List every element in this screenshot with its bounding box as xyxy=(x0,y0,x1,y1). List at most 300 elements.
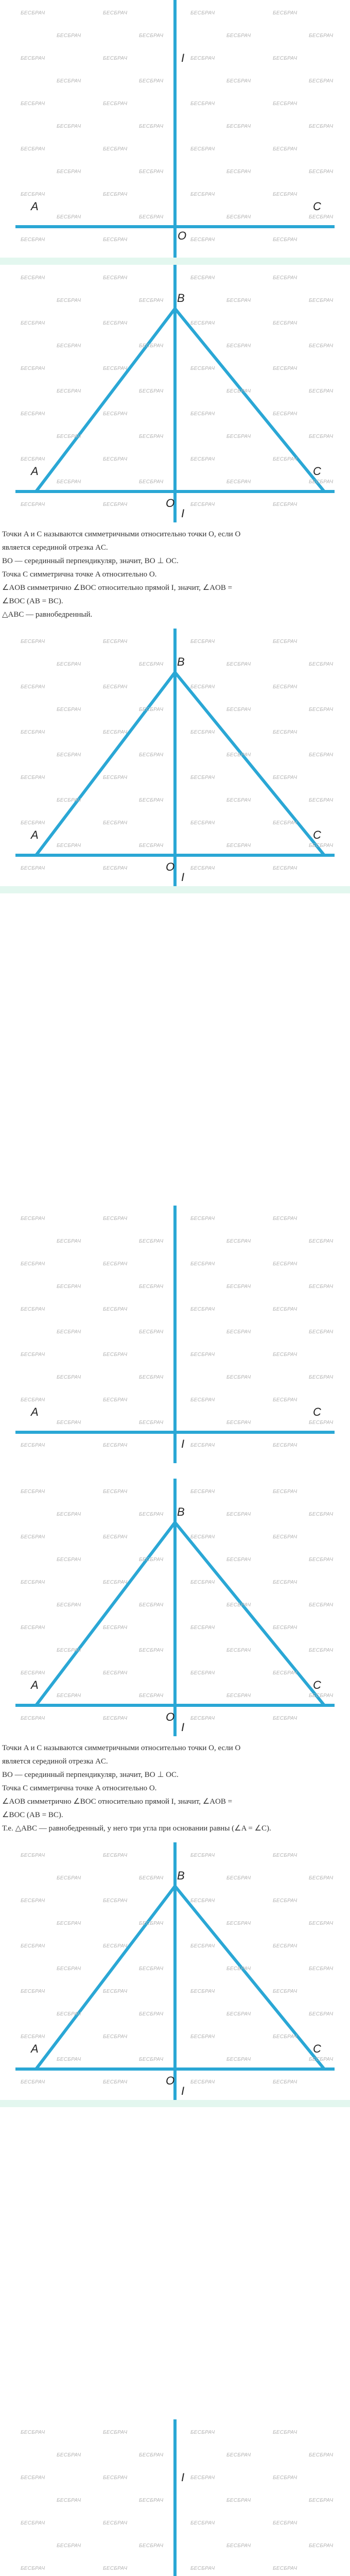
caption-line: BO — серединный перпендикуляр, значит, BO ⊥ OC. xyxy=(2,557,179,565)
point-label-o: O xyxy=(178,229,187,242)
point-label-i: I xyxy=(181,1721,185,1734)
watermark-text: БЕСБРАЧ xyxy=(139,707,164,713)
watermark-text: БЕСБРАЧ xyxy=(273,684,297,690)
diagram-panel-8 xyxy=(0,2419,350,2576)
watermark-text: БЕСБРАЧ xyxy=(21,237,45,243)
watermark-text: БЕСБРАЧ xyxy=(21,1580,45,1585)
point-label-o: O xyxy=(166,2074,175,2087)
watermark-text: БЕСБРАЧ xyxy=(309,2057,334,2062)
watermark-text: БЕСБРАЧ xyxy=(21,101,45,107)
caption-line: Точки A и C называются симметричными относительно точки O, если O xyxy=(2,1744,241,1752)
watermark-text: БЕСБРАЧ xyxy=(226,1557,251,1563)
point-label-i: I xyxy=(181,1437,185,1450)
watermark-text: БЕСБРАЧ xyxy=(190,1580,215,1585)
watermark-text: БЕСБРАЧ xyxy=(103,1352,128,1358)
watermark-text: БЕСБРАЧ xyxy=(103,1853,128,1858)
watermark-text: БЕСБРАЧ xyxy=(103,10,128,16)
watermark-text: БЕСБРАЧ xyxy=(103,1397,128,1403)
watermark-text: БЕСБРАЧ xyxy=(273,1898,297,1904)
watermark-text: БЕСБРАЧ xyxy=(273,502,297,507)
watermark-text: БЕСБРАЧ xyxy=(226,343,251,349)
watermark-text: БЕСБРАЧ xyxy=(139,1648,164,1653)
caption-block-1 xyxy=(0,528,342,621)
watermark-text: БЕСБРАЧ xyxy=(226,662,251,667)
watermark-text: БЕСБРАЧ xyxy=(21,1853,45,1858)
watermark-text: БЕСБРАЧ xyxy=(103,56,128,61)
watermark-text: БЕСБРАЧ xyxy=(226,434,251,439)
watermark-text: БЕСБРАЧ xyxy=(21,1670,45,1676)
watermark-text: БЕСБРАЧ xyxy=(226,78,251,84)
watermark-text: БЕСБРАЧ xyxy=(273,366,297,371)
watermark-text: БЕСБРАЧ xyxy=(226,214,251,220)
watermark-text: БЕСБРАЧ xyxy=(57,124,81,129)
point-label-a: A xyxy=(31,828,39,841)
watermark-text: БЕСБРАЧ xyxy=(190,1989,215,1994)
point-label-c: C xyxy=(313,200,321,213)
watermark-text: БЕСБРАЧ xyxy=(190,2079,215,2085)
watermark-text: БЕСБРАЧ xyxy=(190,820,215,826)
watermark-text: БЕСБРАЧ xyxy=(309,1557,334,1563)
watermark-text: БЕСБРАЧ xyxy=(226,2452,251,2458)
watermark-text: БЕСБРАЧ xyxy=(226,2011,251,2017)
watermark-text: БЕСБРАЧ xyxy=(190,1397,215,1403)
point-label-c: C xyxy=(313,828,321,841)
watermark-text: БЕСБРАЧ xyxy=(139,843,164,849)
watermark-text: БЕСБРАЧ xyxy=(309,169,334,175)
watermark-text: БЕСБРАЧ xyxy=(273,411,297,417)
watermark-text: БЕСБРАЧ xyxy=(103,820,128,826)
watermark-text: БЕСБРАЧ xyxy=(190,1670,215,1676)
watermark-text: БЕСБРАЧ xyxy=(103,730,128,735)
watermark-text: БЕСБРАЧ xyxy=(273,1261,297,1267)
diagram-panel-6 xyxy=(0,1479,350,1736)
diagram-panel-2 xyxy=(0,265,350,522)
watermark-text: БЕСБРАЧ xyxy=(309,1648,334,1653)
watermark-text: БЕСБРАЧ xyxy=(139,1375,164,1380)
watermark-text: БЕСБРАЧ xyxy=(103,366,128,371)
watermark-text: БЕСБРАЧ xyxy=(273,1670,297,1676)
watermark-text: БЕСБРАЧ xyxy=(103,2475,128,2481)
watermark-text: БЕСБРАЧ xyxy=(273,2566,297,2571)
watermark-text: БЕСБРАЧ xyxy=(273,1989,297,1994)
watermark-text: БЕСБРАЧ xyxy=(309,752,334,758)
watermark-text: БЕСБРАЧ xyxy=(103,2079,128,2085)
watermark-text: БЕСБРАЧ xyxy=(273,1307,297,1312)
caption-line: ∠AOB симметрично ∠BOC относительно прямой I, значит, ∠AOB = xyxy=(2,584,233,592)
watermark-text: БЕСБРАЧ xyxy=(21,1352,45,1358)
watermark-text: БЕСБРАЧ xyxy=(190,2430,215,2435)
watermark-text: БЕСБРАЧ xyxy=(139,1921,164,1926)
watermark-text: БЕСБРАЧ xyxy=(21,10,45,16)
point-label-c: C xyxy=(313,1679,321,1691)
watermark-text: БЕСБРАЧ xyxy=(309,2011,334,2017)
watermark-text: БЕСБРАЧ xyxy=(57,2543,81,2549)
point-label-a: A xyxy=(31,2042,39,2055)
watermark-text: БЕСБРАЧ xyxy=(139,78,164,84)
watermark-text: БЕСБРАЧ xyxy=(103,1625,128,1631)
caption-line: Точка C симметрична точке A относительно O. xyxy=(2,1784,157,1792)
watermark-text: БЕСБРАЧ xyxy=(190,2566,215,2571)
watermark-text: БЕСБРАЧ xyxy=(226,2498,251,2503)
triangle-svg xyxy=(0,629,350,886)
side-bc-line xyxy=(175,1886,324,2069)
watermark-text: БЕСБРАЧ xyxy=(57,752,81,758)
watermark-text: БЕСБРАЧ xyxy=(21,411,45,417)
watermark-text: БЕСБРАЧ xyxy=(190,1489,215,1495)
watermark-text: БЕСБРАЧ xyxy=(309,2452,334,2458)
watermark-text: БЕСБРАЧ xyxy=(21,1397,45,1403)
caption-line: Точки A и C называются симметричными относительно точки O, если O xyxy=(2,530,241,538)
watermark-text: БЕСБРАЧ xyxy=(21,1989,45,1994)
watermark-text: БЕСБРАЧ xyxy=(273,1625,297,1631)
point-label-b: B xyxy=(177,655,185,668)
watermark-text: БЕСБРАЧ xyxy=(57,33,81,39)
watermark-text: БЕСБРАЧ xyxy=(103,1216,128,1222)
watermark-text: БЕСБРАЧ xyxy=(139,388,164,394)
caption-line: является серединой отрезка AC. xyxy=(2,544,108,552)
watermark-text: БЕСБРАЧ xyxy=(21,2566,45,2571)
watermark-text: БЕСБРАЧ xyxy=(190,866,215,871)
watermark-text: БЕСБРАЧ xyxy=(273,1489,297,1495)
watermark-text: БЕСБРАЧ xyxy=(273,2079,297,2085)
watermark-text: БЕСБРАЧ xyxy=(103,1670,128,1676)
watermark-text: БЕСБРАЧ xyxy=(190,1625,215,1631)
watermark-text: БЕСБРАЧ xyxy=(21,1216,45,1222)
watermark-text: БЕСБРАЧ xyxy=(139,2452,164,2458)
section-separator xyxy=(0,2100,350,2107)
watermark-text: БЕСБРАЧ xyxy=(57,343,81,349)
watermark-text: БЕСБРАЧ xyxy=(309,707,334,713)
watermark-text: БЕСБРАЧ xyxy=(103,2430,128,2435)
watermark-text: БЕСБРАЧ xyxy=(273,56,297,61)
watermark-text: БЕСБРАЧ xyxy=(226,388,251,394)
watermark-text: БЕСБРАЧ xyxy=(139,214,164,220)
watermark-text: БЕСБРАЧ xyxy=(57,214,81,220)
watermark-text: БЕСБРАЧ xyxy=(190,639,215,645)
watermark-text: БЕСБРАЧ xyxy=(139,752,164,758)
caption-line: Т.е. △ABC — равнобедренный, у него три угла при основании равны (∠A = ∠C). xyxy=(2,1824,271,1833)
point-label-o: O xyxy=(166,860,175,873)
watermark-text: БЕСБРАЧ xyxy=(273,1943,297,1949)
watermark-text: БЕСБРАЧ xyxy=(139,479,164,485)
watermark-text: БЕСБРАЧ xyxy=(57,798,81,803)
caption-line: ∠BOC (AB = BC). xyxy=(2,597,63,605)
point-label-a: A xyxy=(31,200,39,213)
side-bc-line xyxy=(175,672,324,855)
watermark-text: БЕСБРАЧ xyxy=(273,2475,297,2481)
watermark-text: БЕСБРАЧ xyxy=(309,78,334,84)
watermark-text: БЕСБРАЧ xyxy=(226,1921,251,1926)
watermark-text: БЕСБРАЧ xyxy=(309,1375,334,1380)
watermark-text: БЕСБРАЧ xyxy=(21,502,45,507)
watermark-text: БЕСБРАЧ xyxy=(226,1284,251,1290)
watermark-text: БЕСБРАЧ xyxy=(103,1443,128,1448)
watermark-text: БЕСБРАЧ xyxy=(190,684,215,690)
watermark-text: БЕСБРАЧ xyxy=(103,192,128,197)
watermark-text: БЕСБРАЧ xyxy=(139,798,164,803)
watermark-text: БЕСБРАЧ xyxy=(139,1420,164,1426)
watermark-text: БЕСБРАЧ xyxy=(273,730,297,735)
point-label-i: I xyxy=(181,52,185,64)
watermark-text: БЕСБРАЧ xyxy=(103,2566,128,2571)
watermark-text: БЕСБРАЧ xyxy=(309,298,334,303)
watermark-text: БЕСБРАЧ xyxy=(226,1648,251,1653)
watermark-text: БЕСБРАЧ xyxy=(21,1307,45,1312)
watermark-text: БЕСБРАЧ xyxy=(273,1534,297,1540)
watermark-text: БЕСБРАЧ xyxy=(21,146,45,152)
watermark-text: БЕСБРАЧ xyxy=(103,1489,128,1495)
watermark-text: БЕСБРАЧ xyxy=(21,866,45,871)
watermark-text: БЕСБРАЧ xyxy=(309,798,334,803)
watermark-text: БЕСБРАЧ xyxy=(309,1329,334,1335)
watermark-text: БЕСБРАЧ xyxy=(190,775,215,781)
watermark-text: БЕСБРАЧ xyxy=(309,1693,334,1699)
watermark-text: БЕСБРАЧ xyxy=(139,33,164,39)
point-label-a: A xyxy=(31,1405,39,1418)
watermark-text: БЕСБРАЧ xyxy=(309,1921,334,1926)
watermark-text: БЕСБРАЧ xyxy=(190,1853,215,1858)
watermark-text: БЕСБРАЧ xyxy=(226,2057,251,2062)
watermark-text: БЕСБРАЧ xyxy=(309,479,334,485)
watermark-text: БЕСБРАЧ xyxy=(190,502,215,507)
watermark-text: БЕСБРАЧ xyxy=(309,1966,334,1972)
caption-line: Точка C симметрична точке A относительно O. xyxy=(2,570,157,579)
side-ab-line xyxy=(36,1886,175,2069)
watermark-text: БЕСБРАЧ xyxy=(139,2498,164,2503)
watermark-text: БЕСБРАЧ xyxy=(309,1512,334,1517)
watermark-text: БЕСБРАЧ xyxy=(226,1512,251,1517)
watermark-text: БЕСБРАЧ xyxy=(190,1307,215,1312)
watermark-text: БЕСБРАЧ xyxy=(103,2034,128,2040)
watermark-text: БЕСБРАЧ xyxy=(139,1329,164,1335)
watermark-text: БЕСБРАЧ xyxy=(309,1284,334,1290)
watermark-text: БЕСБРАЧ xyxy=(190,411,215,417)
point-label-a: A xyxy=(31,465,39,478)
watermark-text: БЕСБРАЧ xyxy=(103,502,128,507)
watermark-text: БЕСБРАЧ xyxy=(273,1443,297,1448)
watermark-text: БЕСБРАЧ xyxy=(21,2430,45,2435)
watermark-text: БЕСБРАЧ xyxy=(309,343,334,349)
caption-line: является серединой отрезка AC. xyxy=(2,1757,108,1766)
watermark-text: БЕСБРАЧ xyxy=(57,169,81,175)
caption-line: BO — серединный перпендикуляр, значит, BO ⊥ OC. xyxy=(2,1771,179,1779)
side-bc-line xyxy=(175,1522,324,1705)
watermark-text: БЕСБРАЧ xyxy=(21,1716,45,1721)
watermark-text: БЕСБРАЧ xyxy=(57,1921,81,1926)
point-label-a: A xyxy=(31,1679,39,1691)
watermark-text: БЕСБРАЧ xyxy=(139,124,164,129)
watermark-text: БЕСБРАЧ xyxy=(57,1557,81,1563)
watermark-text: БЕСБРАЧ xyxy=(139,1693,164,1699)
watermark-text: БЕСБРАЧ xyxy=(190,730,215,735)
caption-line: ∠AOB симметрично ∠BOC относительно прямой I, значит, ∠AOB = xyxy=(2,1798,233,1806)
point-label-o: O xyxy=(166,1710,175,1723)
watermark-text: БЕСБРАЧ xyxy=(103,411,128,417)
watermark-text: БЕСБРАЧ xyxy=(21,1943,45,1949)
watermark-text: БЕСБРАЧ xyxy=(57,388,81,394)
point-label-i: I xyxy=(181,2084,185,2097)
diagram-panel-5 xyxy=(0,1206,350,1463)
watermark-text: БЕСБРАЧ xyxy=(273,1580,297,1585)
watermark-text: БЕСБРАЧ xyxy=(190,275,215,281)
watermark-text: БЕСБРАЧ xyxy=(190,2034,215,2040)
watermark-text: БЕСБРАЧ xyxy=(57,1875,81,1881)
watermark-text: БЕСБРАЧ xyxy=(190,56,215,61)
watermark-text: БЕСБРАЧ xyxy=(139,343,164,349)
axes-svg xyxy=(0,1206,350,1463)
watermark-text: БЕСБРАЧ xyxy=(226,169,251,175)
point-label-b: B xyxy=(177,1505,185,1518)
watermark-text: БЕСБРАЧ xyxy=(226,798,251,803)
watermark-text: БЕСБРАЧ xyxy=(190,1352,215,1358)
watermark-text: БЕСБРАЧ xyxy=(21,1489,45,1495)
watermark-text: БЕСБРАЧ xyxy=(21,275,45,281)
triangle-svg xyxy=(0,265,350,522)
watermark-text: БЕСБРАЧ xyxy=(226,2543,251,2549)
watermark-text: БЕСБРАЧ xyxy=(190,1943,215,1949)
watermark-text: БЕСБРАЧ xyxy=(273,320,297,326)
watermark-text: БЕСБРАЧ xyxy=(226,1420,251,1426)
watermark-text: БЕСБРАЧ xyxy=(139,1966,164,1972)
watermark-text: БЕСБРАЧ xyxy=(57,843,81,849)
section-separator xyxy=(0,258,350,265)
watermark-text: БЕСБРАЧ xyxy=(190,366,215,371)
watermark-text: БЕСБРАЧ xyxy=(57,1420,81,1426)
watermark-text: БЕСБРАЧ xyxy=(21,775,45,781)
watermark-text: БЕСБРАЧ xyxy=(226,124,251,129)
watermark-text: БЕСБРАЧ xyxy=(57,2011,81,2017)
watermark-text: БЕСБРАЧ xyxy=(21,1443,45,1448)
watermark-text: БЕСБРАЧ xyxy=(273,639,297,645)
section-separator xyxy=(0,886,350,893)
watermark-text: БЕСБРАЧ xyxy=(57,298,81,303)
watermark-text: БЕСБРАЧ xyxy=(21,366,45,371)
watermark-text: БЕСБРАЧ xyxy=(190,10,215,16)
diagram-panel-3 xyxy=(0,629,350,886)
watermark-text: БЕСБРАЧ xyxy=(57,707,81,713)
watermark-text: БЕСБРАЧ xyxy=(21,2475,45,2481)
watermark-text: БЕСБРАЧ xyxy=(139,169,164,175)
watermark-text: БЕСБРАЧ xyxy=(273,2034,297,2040)
watermark-text: БЕСБРАЧ xyxy=(226,843,251,849)
watermark-text: БЕСБРАЧ xyxy=(139,1284,164,1290)
watermark-text: БЕСБРАЧ xyxy=(273,237,297,243)
watermark-text: БЕСБРАЧ xyxy=(273,101,297,107)
watermark-text: БЕСБРАЧ xyxy=(190,101,215,107)
watermark-text: БЕСБРАЧ xyxy=(190,1443,215,1448)
watermark-text: БЕСБРАЧ xyxy=(226,1329,251,1335)
watermark-text: БЕСБРАЧ xyxy=(226,1875,251,1881)
watermark-text: БЕСБРАЧ xyxy=(226,33,251,39)
watermark-text: БЕСБРАЧ xyxy=(226,1239,251,1244)
watermark-text: БЕСБРАЧ xyxy=(139,662,164,667)
watermark-text: БЕСБРАЧ xyxy=(309,434,334,439)
watermark-text: БЕСБРАЧ xyxy=(103,639,128,645)
watermark-text: БЕСБРАЧ xyxy=(139,434,164,439)
caption-line: ∠BOC (AB = BC). xyxy=(2,1811,63,1819)
watermark-text: БЕСБРАЧ xyxy=(309,843,334,849)
point-label-c: C xyxy=(313,1405,321,1418)
watermark-text: БЕСБРАЧ xyxy=(103,2520,128,2526)
side-ab-line xyxy=(36,309,175,492)
watermark-text: БЕСБРАЧ xyxy=(103,146,128,152)
watermark-text: БЕСБРАЧ xyxy=(21,730,45,735)
caption-line: △ABC — равнобедренный. xyxy=(2,611,93,619)
axes-svg xyxy=(0,2419,350,2576)
watermark-text: БЕСБРАЧ xyxy=(309,33,334,39)
watermark-text: БЕСБРАЧ xyxy=(190,237,215,243)
diagram-panel-1 xyxy=(0,0,350,258)
watermark-text: БЕСБРАЧ xyxy=(21,2520,45,2526)
watermark-text: БЕСБРАЧ xyxy=(226,298,251,303)
watermark-text: БЕСБРАЧ xyxy=(57,434,81,439)
watermark-text: БЕСБРАЧ xyxy=(309,214,334,220)
watermark-text: БЕСБРАЧ xyxy=(309,1602,334,1608)
watermark-text: БЕСБРАЧ xyxy=(21,1534,45,1540)
watermark-text: БЕСБРАЧ xyxy=(226,479,251,485)
diagram-panel-7 xyxy=(0,1842,350,2100)
watermark-text: БЕСБРАЧ xyxy=(139,2543,164,2549)
watermark-text: БЕСБРАЧ xyxy=(190,456,215,462)
watermark-text: БЕСБРАЧ xyxy=(273,820,297,826)
watermark-text: БЕСБРАЧ xyxy=(226,1693,251,1699)
watermark-text: БЕСБРАЧ xyxy=(21,56,45,61)
watermark-text: БЕСБРАЧ xyxy=(190,146,215,152)
watermark-text: БЕСБРАЧ xyxy=(273,1216,297,1222)
watermark-text: БЕСБРАЧ xyxy=(309,1875,334,1881)
watermark-text: БЕСБРАЧ xyxy=(190,192,215,197)
side-ab-line xyxy=(36,1522,175,1705)
watermark-text: БЕСБРАЧ xyxy=(103,1534,128,1540)
watermark-text: БЕСБРАЧ xyxy=(226,752,251,758)
watermark-text: БЕСБРАЧ xyxy=(103,1943,128,1949)
watermark-text: БЕСБРАЧ xyxy=(190,1534,215,1540)
watermark-text: БЕСБРАЧ xyxy=(103,1307,128,1312)
watermark-text: БЕСБРАЧ xyxy=(273,10,297,16)
watermark-text: БЕСБРАЧ xyxy=(139,1239,164,1244)
watermark-text: БЕСБРАЧ xyxy=(139,298,164,303)
watermark-text: БЕСБРАЧ xyxy=(273,456,297,462)
watermark-text: БЕСБРАЧ xyxy=(139,1602,164,1608)
watermark-text: БЕСБРАЧ xyxy=(57,479,81,485)
watermark-text: БЕСБРАЧ xyxy=(190,2475,215,2481)
watermark-text: БЕСБРАЧ xyxy=(139,1557,164,1563)
watermark-text: БЕСБРАЧ xyxy=(103,866,128,871)
watermark-text: БЕСБРАЧ xyxy=(103,275,128,281)
watermark-text: БЕСБРАЧ xyxy=(309,388,334,394)
point-label-c: C xyxy=(313,465,321,478)
watermark-text: БЕСБРАЧ xyxy=(21,1261,45,1267)
watermark-text: БЕСБРАЧ xyxy=(21,820,45,826)
watermark-text: БЕСБРАЧ xyxy=(103,1716,128,1721)
watermark-text: БЕСБРАЧ xyxy=(21,1898,45,1904)
watermark-text: БЕСБРАЧ xyxy=(139,1875,164,1881)
watermark-text: БЕСБРАЧ xyxy=(273,1853,297,1858)
watermark-text: БЕСБРАЧ xyxy=(139,2057,164,2062)
watermark-text: БЕСБРАЧ xyxy=(273,192,297,197)
watermark-text: БЕСБРАЧ xyxy=(57,2057,81,2062)
watermark-text: БЕСБРАЧ xyxy=(190,1261,215,1267)
watermark-text: БЕСБРАЧ xyxy=(103,101,128,107)
watermark-text: БЕСБРАЧ xyxy=(21,639,45,645)
watermark-text: БЕСБРАЧ xyxy=(21,2034,45,2040)
watermark-text: БЕСБРАЧ xyxy=(273,775,297,781)
watermark-text: БЕСБРАЧ xyxy=(273,275,297,281)
watermark-text: БЕСБРАЧ xyxy=(103,456,128,462)
watermark-text: БЕСБРАЧ xyxy=(273,1397,297,1403)
watermark-text: БЕСБРАЧ xyxy=(190,1216,215,1222)
watermark-text: БЕСБРАЧ xyxy=(57,2498,81,2503)
